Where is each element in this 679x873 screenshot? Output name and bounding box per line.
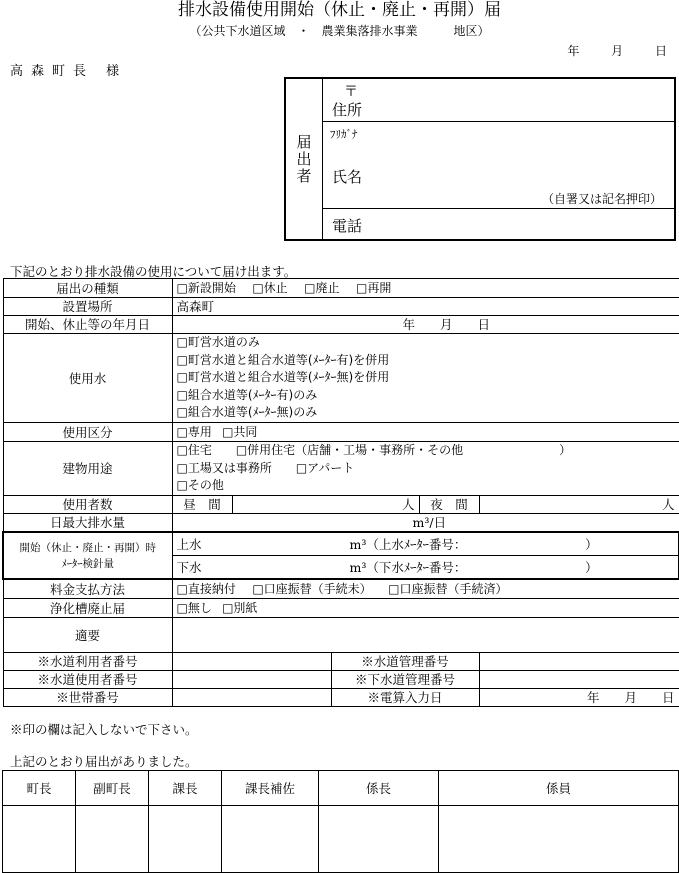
lower-meter-cell[interactable] xyxy=(172,556,679,580)
building-options xyxy=(172,442,679,496)
location-label: 設置場所 xyxy=(3,298,172,316)
septic-none-checkbox[interactable]: □無し xyxy=(176,601,212,615)
stamp-section-chief-label: 課長 xyxy=(149,771,222,806)
building-option-3[interactable]: □その他 xyxy=(176,478,224,493)
water-option-5[interactable]: □組合水道等(ﾒｰﾀｰ無)のみ xyxy=(176,405,318,420)
approval-stamp-table xyxy=(2,770,679,873)
stamp-assistant-chief-cell xyxy=(222,806,319,873)
water-label: 使用水 xyxy=(3,334,172,423)
location-value[interactable]: 高森町 xyxy=(172,298,679,316)
meter-label-line1: 開始（休止・廃止・再開）時 xyxy=(19,541,156,554)
meter-label-line2: ﾒｰﾀｰ検針量 xyxy=(61,557,114,570)
users-row xyxy=(3,496,679,514)
address-row[interactable] xyxy=(322,79,674,122)
office-row-3 xyxy=(3,689,679,707)
max-label: 日最大排水量 xyxy=(3,514,172,533)
date-value[interactable]: 年 月 日 xyxy=(172,316,679,334)
water-mgmt-no-value xyxy=(479,653,679,671)
type-label: 届出の種類 xyxy=(3,279,172,298)
building-label: 建物用途 xyxy=(3,442,172,496)
stamp-header-row xyxy=(3,771,679,806)
stamp-mayor-cell xyxy=(3,806,76,873)
name-label: 氏名 xyxy=(332,168,363,186)
phone-row[interactable] xyxy=(322,209,674,241)
address-label: 住所 xyxy=(332,101,363,119)
building-row xyxy=(3,442,679,496)
applicant-box xyxy=(284,77,676,241)
water-option-3[interactable]: □町営水道と組合水道等(ﾒｰﾀｰ無)を併用 xyxy=(176,370,390,385)
household-no-label: ※世帯番号 xyxy=(3,689,172,707)
office-row-1 xyxy=(3,653,679,671)
stamp-subsection-chief-label: 係長 xyxy=(319,771,439,806)
water-row xyxy=(3,334,679,423)
type-options xyxy=(172,279,679,298)
septic-separate-checkbox[interactable]: □別紙 xyxy=(222,601,258,615)
signature-note: （自署又は記名押印） xyxy=(541,192,662,206)
upper-meter-cell[interactable] xyxy=(172,532,679,556)
payment-transfer-done-checkbox[interactable]: □口座振替（手続済） xyxy=(388,582,508,596)
meter-upper-row xyxy=(3,532,679,556)
septic-row xyxy=(3,599,679,618)
category-shared-checkbox[interactable]: □共同 xyxy=(222,425,258,439)
type-resume-checkbox[interactable]: □再開 xyxy=(355,281,392,295)
stamp-deputy-label: 副町長 xyxy=(76,771,149,806)
septic-options xyxy=(172,599,679,618)
office-use-note: ※印の欄は記入しないで下さい。 xyxy=(10,722,198,737)
date-label: 開始、休止等の年月日 xyxy=(3,316,172,334)
stamp-staff-label: 係員 xyxy=(439,771,679,806)
water-option-2[interactable]: □町営水道と組合水道等(ﾒｰﾀｰ有)を併用 xyxy=(176,352,390,367)
stamp-deputy-cell xyxy=(76,806,149,873)
night-label: 夜 間 xyxy=(419,496,479,514)
applicant-side-label xyxy=(286,79,323,239)
payment-label: 料金支払方法 xyxy=(3,579,172,599)
sewer-user-no-value xyxy=(172,671,331,689)
payment-direct-checkbox[interactable]: □直接納付 xyxy=(176,582,236,596)
category-row xyxy=(3,423,679,442)
sewer-user-no-label: ※水道使用者番号 xyxy=(3,671,172,689)
sewer-mgmt-no-value xyxy=(479,671,679,689)
category-label: 使用区分 xyxy=(3,423,172,442)
stamp-subsection-chief-cell xyxy=(319,806,439,873)
users-label: 使用者数 xyxy=(3,496,172,514)
postal-mark: 〒 xyxy=(344,84,358,100)
stamp-body-row xyxy=(3,806,679,873)
lower-label: 下水 xyxy=(176,559,202,575)
septic-label: 浄化槽廃止届 xyxy=(3,599,172,618)
computer-date-label: ※電算入力日 xyxy=(331,689,479,707)
max-value[interactable]: m³/日 xyxy=(172,514,679,533)
summary-label: 適要 xyxy=(3,618,172,653)
upper-label: 上水 xyxy=(176,536,202,552)
water-option-1[interactable]: □町営水道のみ xyxy=(176,335,260,350)
application-table xyxy=(2,278,679,707)
building-option-2[interactable]: □工場又は事務所 □アパート xyxy=(176,460,355,475)
addressee: 高森町長 様 xyxy=(10,64,128,79)
max-row xyxy=(3,514,679,533)
submission-date[interactable]: 年 月 日 xyxy=(567,44,667,58)
upper-detail: m³（上水ﾒｰﾀｰ番号： ） xyxy=(349,536,598,552)
type-suspend-checkbox[interactable]: □休止 xyxy=(252,281,288,295)
summary-value[interactable] xyxy=(172,618,679,653)
meter-label xyxy=(3,532,172,579)
water-user-no-value xyxy=(172,653,331,671)
stamp-mayor-label: 町長 xyxy=(3,771,76,806)
furigana-label: ﾌﾘｶﾞﾅ xyxy=(330,128,358,141)
computer-date-value: 年 月 日 xyxy=(479,689,679,707)
water-options xyxy=(172,334,679,423)
water-option-4[interactable]: □組合水道等(ﾒｰﾀｰ有)のみ xyxy=(176,387,318,402)
household-no-value xyxy=(172,689,331,707)
payment-transfer-pending-checkbox[interactable]: □口座振替（手続未） xyxy=(252,582,372,596)
date-row xyxy=(3,316,679,334)
received-text: 上記のとおり届出がありました。 xyxy=(10,754,198,769)
stamp-section-chief-cell xyxy=(149,806,222,873)
form-subtitle: （公共下水道区域 ・ 農業集落排水事業 地区） xyxy=(189,24,490,38)
office-row-2 xyxy=(3,671,679,689)
phone-label: 電話 xyxy=(332,217,363,235)
category-options xyxy=(172,423,679,442)
type-row xyxy=(3,279,679,298)
summary-row xyxy=(3,618,679,653)
day-users-value[interactable]: 人 xyxy=(232,496,419,514)
form-title: 排水設備使用開始（休止・廃止・再開）届 xyxy=(178,0,501,20)
day-label: 昼 間 xyxy=(172,496,232,514)
payment-options xyxy=(172,579,679,599)
location-row xyxy=(3,298,679,316)
type-new-checkbox[interactable]: □新設開始 xyxy=(176,281,236,295)
water-user-no-label: ※水道利用者番号 xyxy=(3,653,172,671)
intro-text: 下記のとおり排水設備の使用について届け出ます。 xyxy=(10,264,297,279)
water-mgmt-no-label: ※水道管理番号 xyxy=(331,653,479,671)
building-option-1[interactable]: □住宅 □併用住宅（店舗・工場・事務所・その他 ） xyxy=(176,443,572,458)
name-row[interactable] xyxy=(322,122,674,209)
type-abolish-checkbox[interactable]: □廃止 xyxy=(304,281,340,295)
applicant-label: 届出者 xyxy=(294,133,313,185)
payment-row xyxy=(3,579,679,599)
night-users-value[interactable]: 人 xyxy=(479,496,679,514)
lower-detail: m³（下水ﾒｰﾀｰ番号： ） xyxy=(349,559,598,575)
stamp-assistant-chief-label: 課長補佐 xyxy=(222,771,319,806)
sewer-mgmt-no-label: ※下水道管理番号 xyxy=(331,671,479,689)
category-exclusive-checkbox[interactable]: □専用 xyxy=(176,425,212,439)
stamp-staff-cell xyxy=(439,806,679,873)
